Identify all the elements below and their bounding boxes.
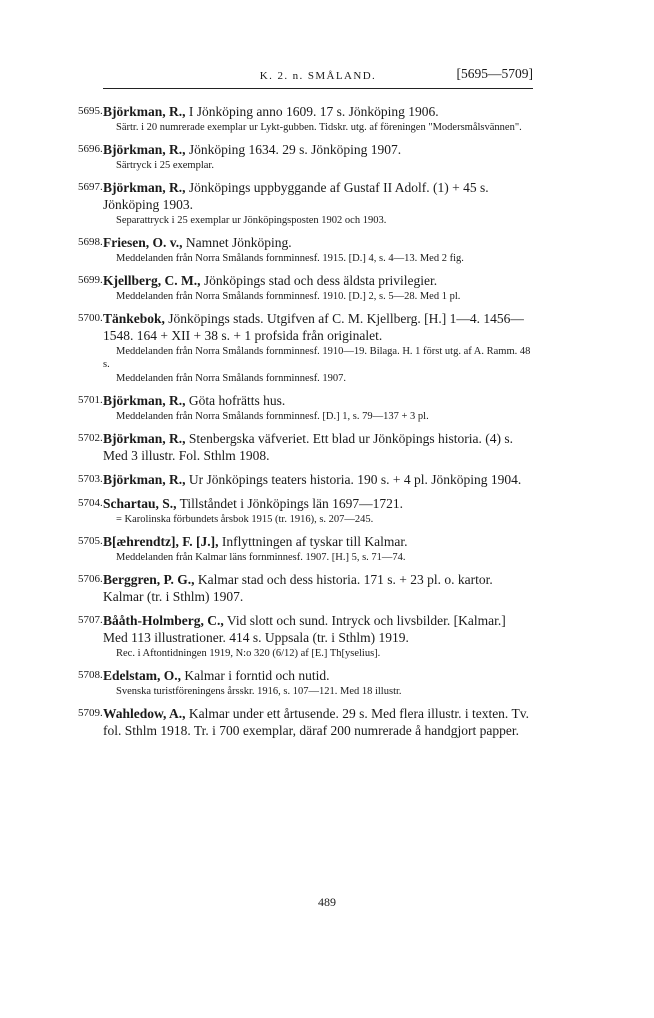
entry-citation [103,310,533,344]
bibliography-entry [78,310,533,385]
entry-title: Namnet Jönköping. [182,235,292,250]
entry-number: 5702. [78,432,103,444]
entry-author: Björkman, R., [103,142,186,157]
entry-title: Inflyttningen af tyskar till Kalmar. [218,534,408,549]
running-title: K. 2. n. SMÅLAND. [259,70,377,82]
entry-citation [103,272,533,289]
entry-note: Separattryck i 25 exemplar ur Jönköpingsposten 1902 och 1903. [116,215,387,226]
entry-author: Tänkebok, [103,311,165,326]
bibliography-entry [78,430,533,464]
entry-title: Jönköping 1634. 29 s. Jönköping 1907. [185,142,402,157]
entry-author: Björkman, R., [103,431,186,446]
entry-author: Kjellberg, C. M., [103,273,201,288]
entry-number: 5708. [78,669,103,681]
entry-note: Meddelanden från Norra Smålands fornminnesf. 1907. [116,373,347,384]
entry-note: Meddelanden från Norra Smålands fornminnesf. [D.] 1, s. 79—137 + 3 pl. [116,411,429,422]
entry-citation [103,612,533,646]
entry-author: Björkman, R., [103,472,186,487]
entry-author: Wahledow, A., [103,706,186,721]
bibliography-entry [78,141,533,172]
entry-title: Ur Jönköpings teaters historia. 190 s. + 4 pl. Jönköping 1904. [185,472,522,487]
entry-author: Friesen, O. v., [103,235,183,250]
entry-title: Kalmar i forntid och nutid. [181,668,330,683]
entry-author: Björkman, R., [103,180,186,195]
entry-number: 5696. [78,143,103,155]
entry-title: Stenbergska väfveriet. Ett blad ur Jönköpings historia. (4) s. Med 3 illustr. Fol. Sthlm 1908. [103,431,513,463]
bibliography-entry [78,571,533,605]
entry-author: B[æhrendtz], F. [J.], [103,534,219,549]
bibliography-entry [78,495,533,526]
entry-title: Göta hofrätts hus. [185,393,286,408]
bibliography-entry [78,272,533,303]
bibliography-entry [78,471,533,488]
entry-note: Svenska turistföreningens årsskr. 1916, s. 107—121. Med 18 illustr. [116,686,402,697]
entry-citation [103,471,533,488]
entry-note: Meddelanden från Norra Smålands fornminnesf. 1910. [D.] 2, s. 5—28. Med 1 pl. [116,291,461,302]
entry-title: Vid slott och sund. Intryck och livsbilder. [Kalmar.] Med 113 illustrationer. 414 s. Uppsala (tr. i Sthlm) 1919. [103,613,506,645]
entry-number: 5698. [78,236,103,248]
entry-citation [103,430,533,464]
entry-citation [103,571,533,605]
entry-citation [103,234,533,251]
bibliography-entry [78,533,533,564]
entry-author: Edelstam, O., [103,668,182,683]
entry-number: 5709. [78,707,103,719]
entry-number: 5701. [78,394,103,406]
entry-citation [103,667,533,684]
entry-number: 5695. [78,105,103,117]
bibliography-entry [78,103,533,134]
entry-number: 5704. [78,497,103,509]
entry-author: Björkman, R., [103,104,186,119]
entry-number: 5700. [78,312,103,324]
entry-note: Särtr. i 20 numrerade exemplar ur Lykt-gubben. Tidskr. utg. af föreningen "Modersmålsvännen". [116,122,522,133]
entry-citation [103,179,533,213]
entry-number: 5703. [78,473,103,485]
entry-citation [103,705,533,739]
entry-note: Meddelanden från Norra Smålands fornminnesf. 1910—19. Bilaga. H. 1 först utg. af A. Ramm. 48 s. [103,346,531,370]
entry-title: Jönköpings stads. Utgifven af C. M. Kjellberg. [H.] 1—4. 1456—1548. 164 + XII + 38 s. + 1 profsida från originalet. [103,311,524,343]
entry-author: Schartau, S., [103,496,177,511]
entry-citation [103,103,533,120]
entry-author: Berggren, P. G., [103,572,195,587]
entry-citation [103,533,533,550]
entry-citation [103,392,533,409]
bibliography-entry [78,612,533,660]
entry-author: Björkman, R., [103,393,186,408]
bibliography-entry [78,392,533,423]
page [78,62,533,746]
entry-number: 5707. [78,614,103,626]
entry-title: Tillståndet i Jönköpings län 1697—1721. [176,496,404,511]
entry-citation [103,495,533,512]
entry-author: Bååth-Holmberg, C., [103,613,224,628]
entry-range: [5695—5709] [456,66,533,81]
entry-number: 5706. [78,573,103,585]
entry-citation [103,141,533,158]
entry-number: 5697. [78,181,103,193]
entry-number: 5705. [78,535,103,547]
bibliography-entry [78,705,533,739]
page-header [103,62,533,89]
entry-title: Jönköpings stad och dess äldsta privilegier. [200,273,438,288]
bibliography-entry [78,179,533,227]
entry-note: Meddelanden från Kalmar läns fornminnesf. 1907. [H.] 5, s. 71—74. [116,552,406,563]
entry-note: Särtryck i 25 exemplar. [116,160,214,171]
bibliography-entry [78,234,533,265]
entry-title: Kalmar under ett årtusende. 29 s. Med flera illustr. i texten. Tv. fol. Sthlm 1918. Tr. i 700 exemplar, däraf 200 numrerade å handgjort papper. [103,706,529,738]
entry-note: Meddelanden från Norra Smålands fornminnesf. 1915. [D.] 4, s. 4—13. Med 2 fig. [116,253,464,264]
bibliography-entry [78,667,533,698]
entry-title: Kalmar stad och dess historia. 171 s. + 23 pl. o. kartor. Kalmar (tr. i Sthlm) 1907. [103,572,493,604]
page-number: 489 [318,895,336,909]
entry-title: I Jönköping anno 1609. 17 s. Jönköping 1906. [185,104,439,119]
entry-note: = Karolinska förbundets årsbok 1915 (tr. 1916), s. 207—245. [116,514,374,525]
entry-title: Jönköpings uppbyggande af Gustaf II Adolf. (1) + 45 s. Jönköping 1903. [103,180,489,212]
entry-number: 5699. [78,274,103,286]
bibliography-list [78,103,533,739]
entry-note: Rec. i Aftontidningen 1919, N:o 320 (6/12) af [E.] Th[yselius]. [116,648,381,659]
